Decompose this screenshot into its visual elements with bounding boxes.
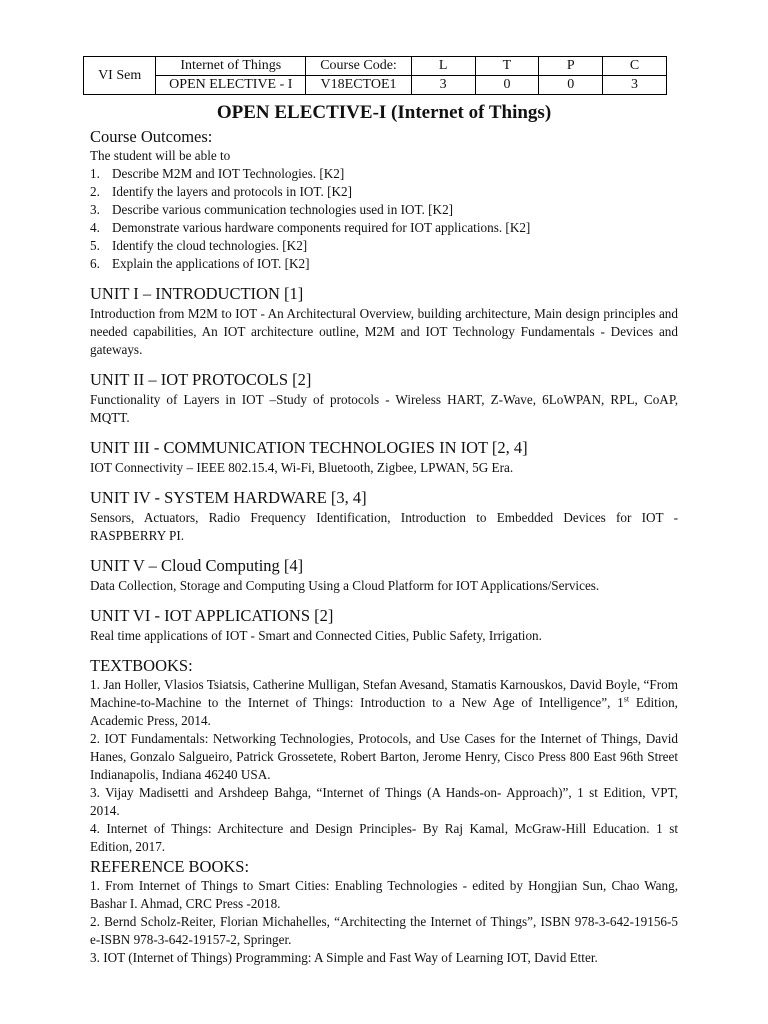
unit-heading: UNIT III - COMMUNICATION TECHNOLOGIES IN IOT [2, 4] [90, 438, 528, 457]
course-code-label: Course Code: [306, 57, 411, 76]
textbook-1-text: 1. Jan Holler, Vlasios Tsiatsis, Catherine Mulligan, Stefan Avesand, Stamatis Karnouskos, David Boyle, “From Machine-to-Machine to the Internet of Things: Introduction to a New Age of Intelligence”, 1 [90, 677, 678, 710]
ltpc-label-t: T [475, 57, 539, 76]
list-item [90, 183, 678, 201]
unit-body: Sensors, Actuators, Radio Frequency Identification, Introduction to Embedded Devices for IOT - RASPBERRY PI. [90, 510, 678, 543]
outcome-text: Identify the cloud technologies. [K2] [112, 238, 308, 253]
unit-heading: UNIT VI - IOT APPLICATIONS [2] [90, 606, 334, 625]
unit-3-section [90, 437, 678, 477]
ltpc-value-t: 0 [475, 76, 539, 95]
outcome-text: Demonstrate various hardware components required for IOT applications. [K2] [112, 220, 531, 235]
unit-6-section [90, 605, 678, 645]
list-item [90, 201, 678, 219]
unit-1-section [90, 283, 678, 359]
textbook-1-text-end: Edition, Academic Press, 2014. [90, 695, 678, 728]
reference-books-section [90, 856, 678, 967]
reference-item: 2. Bernd Scholz-Reiter, Florian Michahelles, “Architecting the Internet of Things”, ISBN 978-3-642-19156-5 e-ISBN 978-3-642-19157-2, Springer. [90, 914, 678, 947]
outcome-number: 5. [90, 238, 100, 253]
semester-cell: VI Sem [84, 57, 156, 95]
course-name-line2: OPEN ELECTIVE - I [156, 76, 306, 95]
unit-2-section [90, 369, 678, 427]
ltpc-value-c: 3 [603, 76, 667, 95]
course-outcomes-intro: The student will be able to [90, 148, 231, 163]
unit-body: Functionality of Layers in IOT –Study of protocols - Wireless HART, Z-Wave, 6LoWPAN, RPL, CoAP, MQTT. [90, 392, 678, 425]
outcome-number: 4. [90, 220, 100, 235]
unit-body: Real time applications of IOT - Smart and Connected Cities, Public Safety, Irrigation. [90, 628, 542, 643]
syllabus-content [90, 126, 678, 967]
ltpc-value-l: 3 [411, 76, 475, 95]
outcome-text: Describe various communication technologies used in IOT. [K2] [112, 202, 454, 217]
ltpc-label-l: L [411, 57, 475, 76]
textbooks-section [90, 655, 678, 856]
reference-item: 1. From Internet of Things to Smart Cities: Enabling Technologies - edited by Hongjian Sun, Chao Wang, Bashar I. Ahmad, CRC Press -2018. [90, 878, 678, 911]
unit-5-section [90, 555, 678, 595]
list-item [90, 219, 678, 237]
unit-heading: UNIT IV - SYSTEM HARDWARE [3, 4] [90, 488, 367, 507]
list-item [90, 255, 678, 273]
course-outcomes-list [90, 165, 678, 273]
page-title: OPEN ELECTIVE-I (Internet of Things) [216, 102, 552, 123]
reference-books-heading: REFERENCE BOOKS: [90, 857, 250, 876]
list-item [90, 237, 678, 255]
unit-heading: UNIT II – IOT PROTOCOLS [2] [90, 370, 312, 389]
ltpc-label-p: P [539, 57, 603, 76]
textbook-item: 2. IOT Fundamentals: Networking Technologies, Protocols, and Use Cases for the Internet of Things, David Hanes, Gonzalo Salgueiro, Patrick Grossetete, Robert Barton, Jerome Henry, Cisco Press 800 East 96th Street Indianapolis, Indiana 46240 USA. [90, 731, 678, 782]
unit-4-section [90, 487, 678, 545]
outcome-number: 6. [90, 256, 100, 271]
unit-body: IOT Connectivity – IEEE 802.15.4, Wi-Fi, Bluetooth, Zigbee, LPWAN, 5G Era. [90, 460, 514, 475]
outcome-text: Identify the layers and protocols in IOT. [K2] [112, 184, 352, 199]
unit-body: Introduction from M2M to IOT - An Architectural Overview, building architecture, Main design principles and needed capabilities, An IOT architecture outline, M2M and IOT Technology Fundamentals - Devices and gateways. [90, 306, 678, 357]
textbook-item: 3. Vijay Madisetti and Arshdeep Bahga, “Internet of Things (A Hands-on- Approach)”, 1 st Edition, VPT, 2014. [90, 785, 678, 818]
unit-heading: UNIT I – INTRODUCTION [1] [90, 284, 304, 303]
outcome-text: Explain the applications of IOT. [K2] [112, 256, 310, 271]
textbook-item [90, 676, 678, 730]
ltpc-value-p: 0 [539, 76, 603, 95]
unit-body: Data Collection, Storage and Computing Using a Cloud Platform for IOT Applications/Services. [90, 578, 600, 593]
course-header-table [83, 56, 667, 95]
textbook-1-superscript: st [623, 694, 630, 704]
course-code-value: V18ECTOE1 [306, 76, 411, 95]
list-item [90, 165, 678, 183]
textbooks-heading: TEXTBOOKS: [90, 656, 193, 675]
course-outcomes-heading: Course Outcomes: [90, 127, 213, 146]
ltpc-label-c: C [603, 57, 667, 76]
textbook-item: 4. Internet of Things: Architecture and Design Principles- By Raj Kamal, McGraw-Hill Education. 1 st Edition, 2017. [90, 821, 678, 854]
outcome-number: 2. [90, 184, 100, 199]
unit-heading: UNIT V – Cloud Computing [4] [90, 556, 304, 575]
outcome-number: 1. [90, 166, 100, 181]
outcome-number: 3. [90, 202, 100, 217]
course-outcomes-section [90, 126, 678, 273]
course-name-line1: Internet of Things [156, 57, 306, 76]
reference-item: 3. IOT (Internet of Things) Programming: A Simple and Fast Way of Learning IOT, David Etter. [90, 950, 598, 965]
outcome-text: Describe M2M and IOT Technologies. [K2] [112, 166, 345, 181]
